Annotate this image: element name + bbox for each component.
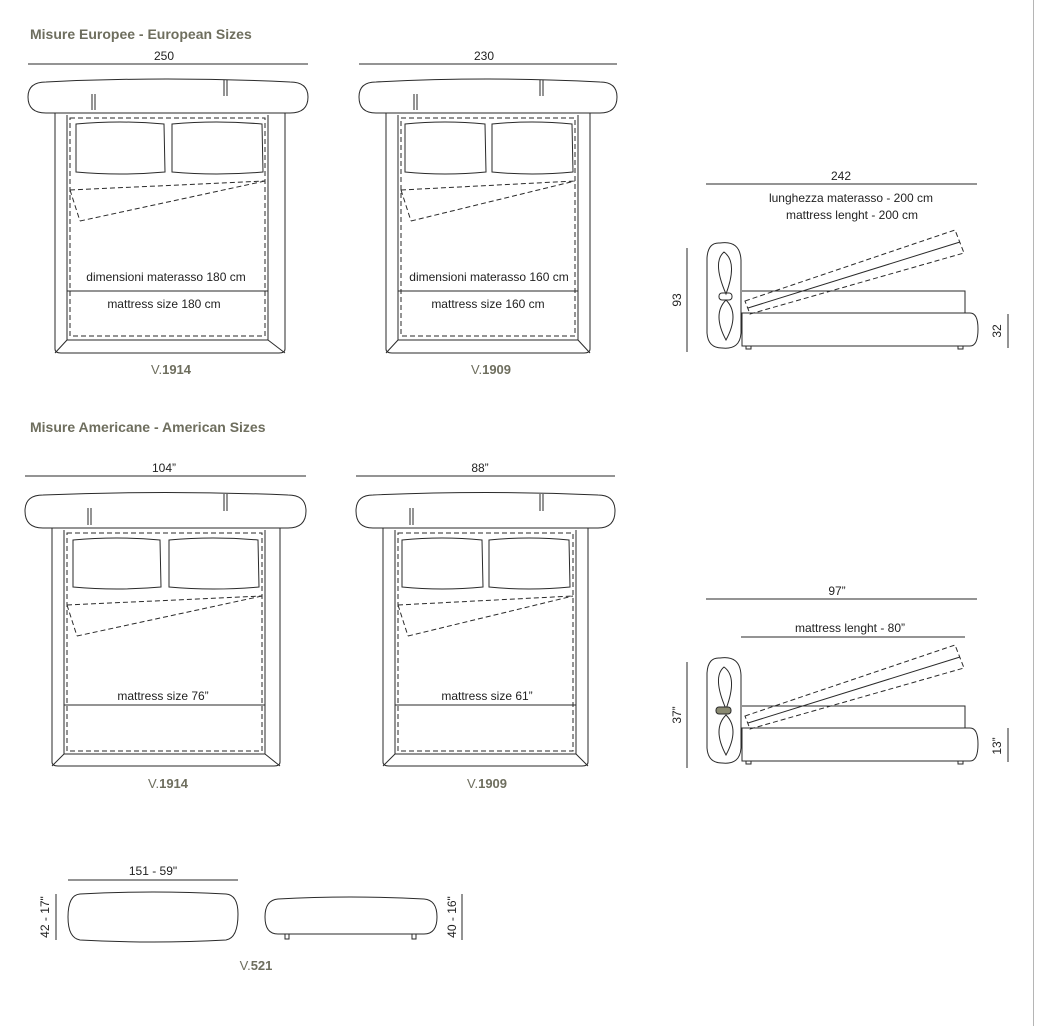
us-bed-a-model-code: V.1914	[147, 776, 189, 791]
eu-bed-b-width-label: 230	[473, 49, 495, 63]
us-side-headboard-strap	[716, 707, 731, 714]
eu-bed-a-pillow-left	[76, 122, 165, 174]
us-bed-a-headboard	[25, 493, 306, 529]
us-bed-a-plan	[25, 476, 306, 766]
us-side-height-label: 37”	[670, 706, 684, 724]
us-side-mattress-en-label: mattress lenght - 80”	[794, 621, 906, 635]
eu-bed-b-mattress-it-label: dimensioni materasso 160 cm	[409, 270, 569, 284]
us-bed-b-width-label: 88”	[471, 461, 489, 475]
eu-bed-b-model-code: V.1909	[470, 362, 512, 377]
bench-model-code: V.521	[239, 958, 273, 973]
american-sizes-title: Misure Americane - American Sizes	[30, 419, 266, 435]
eu-side-lifted-mattress	[745, 230, 964, 314]
eu-side-mattress-en-label: mattress lenght - 200 cm	[785, 208, 919, 222]
eu-bed-a-model-code: V.1914	[150, 362, 192, 377]
us-bed-b-mattress	[398, 533, 573, 751]
us-side-length-label: 97”	[828, 584, 846, 598]
us-bed-a-pillow-right	[169, 538, 259, 589]
us-bed-a-pillow-left	[73, 538, 161, 589]
us-bed-b-plan	[356, 476, 615, 766]
eu-bed-a-pillow-right	[172, 122, 263, 174]
eu-bed-b-headboard	[359, 79, 617, 113]
bench-width-label: 151 - 59"	[128, 864, 178, 878]
eu-bed-b-pillow-left	[405, 122, 486, 174]
eu-bed-b-mattress-en-label: mattress size 160 cm	[431, 297, 545, 311]
eu-side-headboard	[707, 243, 741, 349]
bench-left-height-label: 42 - 17"	[38, 896, 52, 938]
bench-top-view	[68, 892, 238, 942]
us-bed-a-mattress-en-label: mattress size 76”	[117, 689, 209, 703]
eu-side-base-height-label: 32	[990, 324, 1004, 338]
us-bed-b-model-code: V.1909	[466, 776, 508, 791]
eu-bed-a-frame	[55, 113, 285, 353]
bench-right-height-label: 40 - 16"	[445, 896, 459, 938]
us-bed-a-width-label: 104”	[151, 461, 177, 475]
eu-bed-a-mattress-en-label: mattress size 180 cm	[107, 297, 221, 311]
us-bed-b-frame	[383, 528, 588, 766]
european-sizes-title: Misure Europee - European Sizes	[30, 26, 252, 42]
eu-side-height-label: 93	[670, 293, 684, 307]
eu-side-mattress-it-label: lunghezza materasso - 200 cm	[768, 191, 934, 205]
us-bed-b-headboard	[356, 493, 615, 529]
us-side-lifted-mattress	[745, 645, 964, 729]
us-bed-b-pillow-right	[489, 538, 570, 589]
eu-bed-a-headboard	[28, 79, 308, 113]
eu-side-base	[742, 313, 978, 346]
us-side-base-height-label: 13”	[990, 737, 1004, 755]
bench-views	[56, 880, 462, 942]
eu-bed-b-pillow-right	[492, 122, 573, 174]
bench-side-view	[265, 897, 437, 934]
us-bed-a-frame	[52, 528, 280, 766]
eu-side-length-label: 242	[830, 169, 852, 183]
us-bed-b-mattress-en-label: mattress size 61”	[441, 689, 533, 703]
us-bed-b-pillow-left	[402, 538, 483, 589]
eu-bed-a-width-label: 250	[153, 49, 175, 63]
us-bed-a-mattress	[67, 533, 262, 751]
eu-bed-b-frame	[386, 113, 590, 353]
eu-bed-a-mattress-it-label: dimensioni materasso 180 cm	[86, 270, 246, 284]
us-side-base	[742, 728, 978, 761]
